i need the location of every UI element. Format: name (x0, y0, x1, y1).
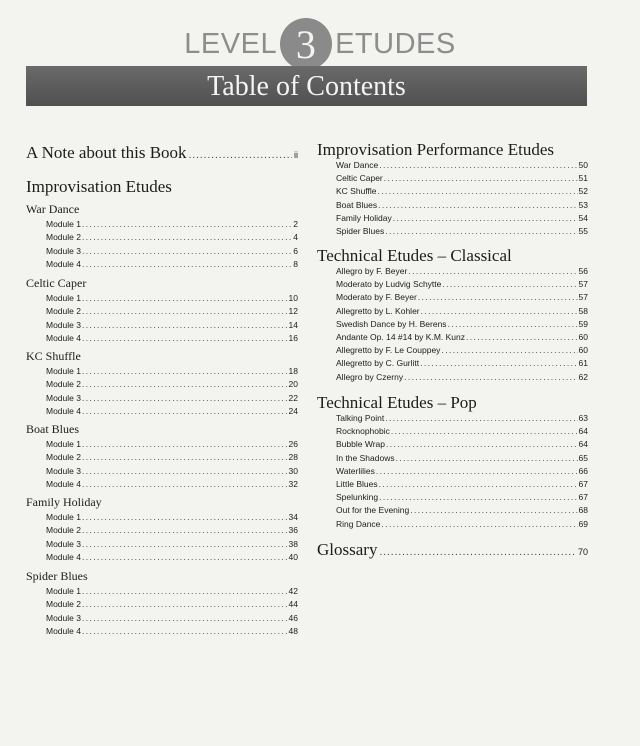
leader-dots (385, 226, 577, 236)
toc-row-label: Allegro by Czerny (336, 371, 404, 382)
leader-dots (418, 292, 578, 302)
toc-row-page: 22 (288, 392, 298, 403)
toc-row-label: Swedish Dance by H. Berens (336, 318, 447, 329)
toc-row-label: Moderato by F. Beyer (336, 292, 417, 303)
toc-row-page: 51 (578, 173, 588, 184)
toc-row[interactable] (46, 512, 298, 525)
toc-row-page: 58 (578, 305, 588, 316)
toc-row[interactable] (336, 160, 588, 173)
piece-title: KC Shuffle (26, 349, 81, 363)
toc-row-label: Module 4 (46, 551, 81, 562)
toc-row[interactable] (46, 393, 298, 406)
leader-dots (378, 200, 577, 210)
leader-dots (379, 160, 577, 170)
leader-dots (189, 150, 292, 161)
leader-dots (404, 372, 577, 382)
toc-row-label: Allegro by F. Beyer (336, 266, 408, 276)
leader-dots (82, 539, 288, 549)
toc-row-page: 34 (288, 512, 298, 522)
toc-row-label: Module 1 (46, 366, 81, 376)
toc-row-label: Module 4 (46, 625, 81, 636)
toc-row-page: 50 (578, 160, 588, 170)
section-heading-improvisation-etudes: Improvisation Etudes (26, 177, 172, 196)
toc-row-label: In the Shadows (336, 452, 395, 463)
toc-entry-glossary[interactable] (317, 540, 588, 560)
toc-row-label: Little Blues (336, 479, 378, 489)
leader-dots (82, 259, 292, 269)
toc-row[interactable] (46, 366, 298, 379)
toc-row-label: Module 3 (46, 612, 81, 623)
toc-row-page: 38 (288, 538, 298, 549)
toc-row-label: Module 4 (46, 478, 81, 489)
toc-row-page: 4 (293, 232, 298, 243)
leader-dots (82, 586, 288, 596)
toc-row[interactable] (336, 173, 588, 186)
toc-row[interactable] (336, 479, 588, 492)
toc-row-label: Module 3 (46, 465, 81, 476)
toc-row-label: Celtic Caper (336, 173, 383, 184)
toc-row-label: Module 3 (46, 538, 81, 549)
toc-row-page: 12 (288, 306, 298, 317)
toc-row-label: Andante Op. 14 #14 by K.M. Kunz (336, 332, 465, 342)
level-header (0, 18, 640, 70)
leader-dots (379, 479, 578, 489)
leader-dots (82, 525, 288, 535)
leader-dots (448, 319, 578, 329)
toc-row-page: 54 (578, 212, 588, 223)
toc-row-page: 61 (578, 358, 588, 369)
toc-row[interactable] (46, 333, 298, 346)
leader-dots (381, 519, 577, 529)
toc-row-page: 57 (578, 279, 588, 290)
toc-row-page: 18 (288, 366, 298, 376)
toc-row-label: Spider Blues (336, 226, 385, 236)
toc-row-page: 52 (578, 186, 588, 197)
leader-dots (385, 413, 577, 423)
page-title: Table of Contents (207, 71, 406, 102)
toc-row-label: Module 2 (46, 379, 81, 390)
leader-dots (386, 439, 578, 449)
toc-row-page: 16 (288, 332, 298, 343)
toc-row[interactable] (336, 492, 588, 505)
toc-row-page: 46 (288, 612, 298, 623)
toc-row[interactable] (46, 599, 298, 612)
toc-row-page: 40 (288, 551, 298, 562)
toc-row-label: War Dance (336, 160, 379, 170)
toc-row[interactable] (336, 453, 588, 466)
leader-dots (82, 393, 288, 403)
leader-dots (82, 613, 288, 623)
toc-row-page: 6 (293, 245, 298, 256)
leader-dots (82, 246, 292, 256)
toc-row-label: Moderato by Ludvig Schytte (336, 279, 442, 290)
toc-row[interactable] (336, 358, 588, 371)
section-heading: Technical Etudes – Pop (317, 393, 477, 412)
toc-row-page: 28 (288, 452, 298, 463)
toc-row-label: Talking Point (336, 413, 385, 423)
toc-row[interactable] (46, 613, 298, 626)
toc-row[interactable] (46, 439, 298, 452)
toc-row-page: 67 (578, 479, 588, 489)
leader-dots (82, 406, 288, 416)
toc-row-page: 68 (578, 505, 588, 516)
toc-row[interactable] (336, 266, 588, 279)
toc-row[interactable] (336, 505, 588, 518)
toc-row-label: Module 2 (46, 306, 81, 317)
leader-dots (82, 379, 288, 389)
toc-row-page: 24 (288, 405, 298, 416)
toc-row[interactable] (46, 525, 298, 538)
toc-row[interactable] (46, 626, 298, 639)
leader-dots (376, 466, 578, 476)
toc-row[interactable] (46, 552, 298, 565)
leader-dots (391, 426, 578, 436)
toc-row-page: 30 (288, 465, 298, 476)
toc-row[interactable] (336, 372, 588, 385)
toc-row-label: Module 4 (46, 332, 81, 343)
toc-row-label: Ring Dance (336, 518, 381, 529)
toc-row-page: 14 (288, 319, 298, 330)
toc-row-page: 57 (578, 292, 588, 303)
toc-row[interactable] (336, 413, 588, 426)
toc-row[interactable] (46, 306, 298, 319)
leader-dots (82, 320, 288, 330)
toc-row[interactable] (46, 379, 298, 392)
toc-row-page: 48 (288, 625, 298, 636)
leader-dots (82, 439, 288, 449)
toc-row-page: 26 (288, 439, 298, 449)
toc-row[interactable] (336, 279, 588, 292)
toc-row-label: Module 1 (46, 219, 81, 229)
toc-row-page: 67 (578, 492, 588, 503)
leader-dots (82, 219, 292, 229)
toc-entry-page: 70 (577, 547, 588, 557)
toc-row-label: Module 1 (46, 586, 81, 596)
toc-row-label: Module 2 (46, 599, 81, 610)
leader-dots (82, 626, 288, 636)
title-banner (26, 66, 587, 106)
toc-row[interactable] (336, 426, 588, 439)
leader-dots (442, 279, 577, 289)
toc-row-page: 2 (293, 219, 298, 229)
toc-row-page: 65 (578, 452, 588, 463)
toc-row[interactable] (336, 519, 588, 532)
toc-row-label: Module 3 (46, 392, 81, 403)
toc-row[interactable] (46, 232, 298, 245)
piece-title: Celtic Caper (26, 276, 87, 290)
toc-row[interactable] (336, 213, 588, 226)
toc-row-page: 20 (288, 379, 298, 390)
toc-entry-label: Glossary (317, 540, 378, 559)
leader-dots (82, 452, 288, 462)
toc-row[interactable] (46, 293, 298, 306)
leader-dots (377, 186, 577, 196)
toc-row[interactable] (336, 186, 588, 199)
toc-row-page: 32 (288, 478, 298, 489)
toc-row-label: Module 3 (46, 319, 81, 330)
toc-row-page: 36 (288, 525, 298, 536)
toc-row[interactable] (46, 452, 298, 465)
leader-dots (410, 505, 577, 515)
toc-row[interactable] (46, 586, 298, 599)
toc-row-label: Allegretto by L. Kohler (336, 305, 420, 316)
toc-row-label: Boat Blues (336, 199, 378, 210)
toc-row-label: KC Shuffle (336, 186, 377, 197)
toc-row-page: 69 (578, 518, 588, 529)
toc-entry-note[interactable] (26, 143, 298, 163)
toc-row[interactable] (46, 259, 298, 272)
toc-row-page: 62 (578, 371, 588, 382)
toc-row-page: 42 (288, 586, 298, 596)
toc-row-label: Rocknophobic (336, 426, 390, 437)
toc-row-label: Bubble Wrap (336, 439, 385, 450)
leader-dots (82, 552, 288, 562)
toc-row-label: Spelunking (336, 492, 379, 503)
toc-row[interactable] (46, 479, 298, 492)
piece-title: Spider Blues (26, 569, 88, 583)
toc-row-label: Out for the Evening (336, 505, 410, 516)
leader-dots (379, 492, 577, 502)
toc-entry-label: A Note about this Book (26, 143, 187, 162)
toc-row-page: 66 (578, 465, 588, 476)
toc-row-page: 59 (578, 318, 588, 329)
toc-row-label: Module 2 (46, 452, 81, 463)
leader-dots (420, 358, 577, 368)
toc-row-label: Waterlilies (336, 465, 375, 476)
toc-row[interactable] (336, 226, 588, 239)
section-heading: Improvisation Performance Etudes (317, 140, 554, 159)
toc-row-label: Module 3 (46, 245, 81, 256)
toc-row-label: Module 1 (46, 293, 81, 303)
leader-dots (82, 512, 288, 522)
toc-row[interactable] (336, 306, 588, 319)
toc-row-page: 10 (288, 293, 298, 303)
leader-dots (384, 173, 578, 183)
leader-dots (82, 306, 288, 316)
toc-row-page: 55 (578, 226, 588, 236)
leader-dots (421, 306, 578, 316)
section-heading: Technical Etudes – Classical (317, 246, 512, 265)
leader-dots (82, 366, 288, 376)
toc-row-page: 44 (288, 599, 298, 610)
leader-dots (408, 266, 577, 276)
toc-row[interactable] (46, 406, 298, 419)
toc-row-label: Family Holiday (336, 212, 392, 223)
toc-row-page: 64 (578, 439, 588, 450)
leader-dots (393, 213, 578, 223)
leader-dots (82, 599, 288, 609)
toc-row-page: 63 (578, 413, 588, 423)
toc-row[interactable] (336, 200, 588, 213)
toc-row-label: Allegretto by C. Gurlitt (336, 358, 420, 369)
leader-dots (379, 547, 576, 558)
toc-row[interactable] (46, 466, 298, 479)
toc-row[interactable] (336, 319, 588, 332)
toc-row[interactable] (46, 219, 298, 232)
toc-row[interactable] (336, 439, 588, 452)
toc-row-page: 64 (578, 426, 588, 437)
toc-row-page: 60 (578, 345, 588, 356)
leader-dots (82, 479, 288, 489)
toc-row-label: Module 4 (46, 258, 81, 269)
toc-row-page: 60 (578, 332, 588, 342)
toc-row-label: Module 2 (46, 232, 81, 243)
leader-dots (466, 332, 578, 342)
toc-row[interactable] (336, 292, 588, 305)
leader-dots (441, 345, 577, 355)
toc-row[interactable] (336, 345, 588, 358)
toc-row-page: 8 (293, 258, 298, 269)
leader-dots (82, 293, 288, 303)
toc-row-label: Module 1 (46, 439, 81, 449)
piece-title: War Dance (26, 202, 80, 216)
toc-row[interactable] (46, 246, 298, 259)
leader-dots (82, 232, 292, 242)
level-word: LEVEL (184, 27, 278, 60)
toc-row-label: Module 2 (46, 525, 81, 536)
leader-dots (396, 453, 578, 463)
toc-row-page: 53 (578, 199, 588, 210)
piece-title: Family Holiday (26, 495, 102, 509)
toc-row-page: 56 (578, 266, 588, 276)
etudes-word: ETUDES (335, 27, 456, 60)
toc-row[interactable] (336, 332, 588, 345)
toc-row[interactable] (46, 539, 298, 552)
toc-row-label: Module 4 (46, 405, 81, 416)
toc-row-label: Allegretto by F. Le Couppey (336, 345, 441, 356)
piece-title: Boat Blues (26, 422, 79, 436)
toc-row[interactable] (336, 466, 588, 479)
toc-row[interactable] (46, 320, 298, 333)
leader-dots (82, 333, 288, 343)
toc-entry-page: ii (294, 150, 298, 160)
toc-row-label: Module 1 (46, 512, 81, 522)
level-number-badge: 3 (280, 18, 332, 70)
leader-dots (82, 466, 288, 476)
